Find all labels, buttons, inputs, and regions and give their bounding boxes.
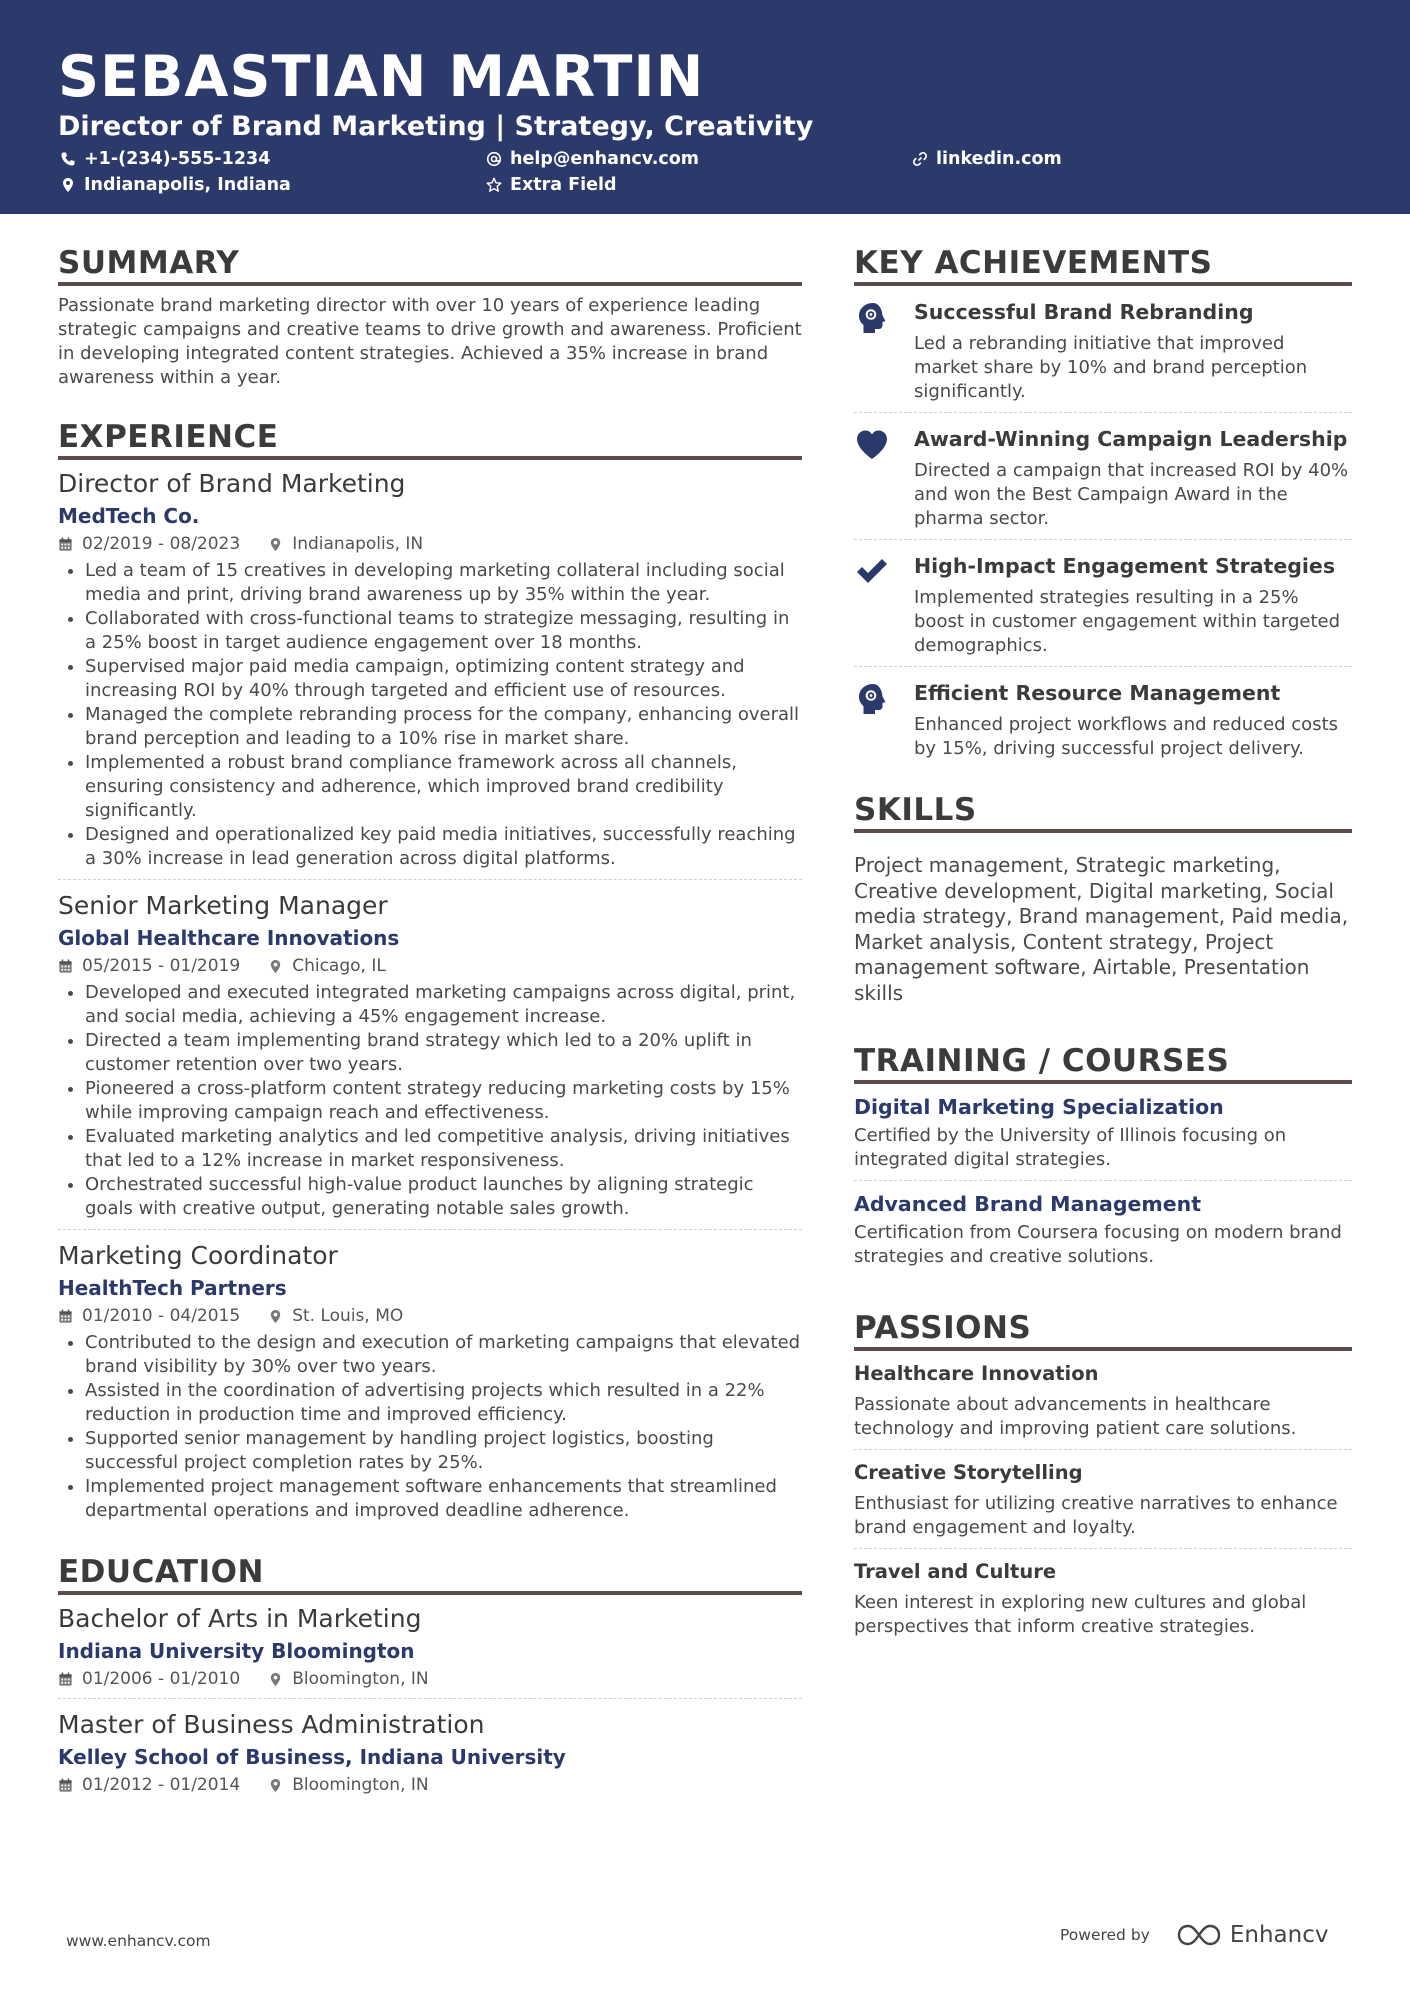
resume-header <box>0 0 1410 214</box>
achievement-desc: Directed a campaign that increased ROI by 40% and won the Best Campaign Award in the pharma sector. <box>914 460 1349 529</box>
contact-website[interactable] <box>912 148 1062 170</box>
skills-list: Project management, Strategic marketing, Creative development, Digital marketing, Social media strategy, Brand management, Paid media, Market analysis, Content strategy, Project management software, Airtable, Presentation skills <box>854 853 1349 1005</box>
course-title: Advanced Brand Management <box>854 1192 1202 1216</box>
brand-name: Enhancv <box>1229 1922 1329 1948</box>
location-pin-icon <box>268 537 283 552</box>
education-dates: 01/2012 - 01/2014 <box>82 1775 241 1795</box>
job-role: Director of Brand Marketing <box>58 469 406 498</box>
head-icon <box>854 300 890 336</box>
job-dates: 01/2010 - 04/2015 <box>82 1306 241 1326</box>
job-bullet: • Supported senior management by handling project logistics, boosting successful project completion rates by 25%. <box>85 1427 802 1475</box>
experience-item <box>58 1240 802 1531</box>
training-section <box>854 1042 1352 1277</box>
course-desc: Certification from Coursera focusing on modern brand strategies and creative solutions. <box>854 1222 1342 1267</box>
phone-text: +1-(234)-555-1234 <box>84 149 271 169</box>
achievement-title: Award-Winning Campaign Leadership <box>914 427 1348 451</box>
location-text: Indianapolis, Indiana <box>84 175 291 195</box>
footer-website[interactable]: www.enhancv.com <box>66 1932 211 1950</box>
calendar-icon <box>58 1778 73 1793</box>
passion-desc: Enthusiast for utilizing creative narratives to enhance brand engagement and loyalty. <box>854 1493 1338 1538</box>
job-location: Indianapolis, IN <box>292 534 424 554</box>
job-bullet: • Orchestrated successful high-value product launches by aligning strategic goals with creative output, generating notable sales growth. <box>85 1173 802 1221</box>
education-section <box>58 1553 802 1804</box>
contact-extra <box>486 174 617 196</box>
achievements-title: KEY ACHIEVEMENTS <box>854 244 1352 286</box>
enhancv-logo-icon <box>1176 1922 1222 1948</box>
job-bullet: • Developed and executed integrated marketing campaigns across digital, print, and social media, achieving a 45% engagement increase. <box>85 981 802 1029</box>
job-bullet: • Contributed to the design and execution of marketing campaigns that elevated brand visibility by 30% over two years. <box>85 1331 802 1379</box>
at-icon <box>486 151 502 167</box>
job-bullet: • Directed a team implementing brand strategy which led to a 20% uplift in customer retention over two years. <box>85 1029 802 1077</box>
brand-logo[interactable] <box>1176 1922 1329 1948</box>
passion-item <box>854 1351 1352 1450</box>
experience-item <box>58 468 802 880</box>
job-bullet: • Collaborated with cross-functional teams to strategize messaging, resulting in a 25% boost in target audience engagement over 18 months. <box>85 607 802 655</box>
education-location: Bloomington, IN <box>292 1775 429 1795</box>
education-meta <box>58 1668 802 1690</box>
achievement-item <box>854 667 1352 769</box>
job-meta <box>58 533 802 555</box>
contact-email[interactable] <box>486 148 699 170</box>
education-school: Indiana University Bloomington <box>58 1639 415 1663</box>
experience-title: EXPERIENCE <box>58 418 802 460</box>
education-location: Bloomington, IN <box>292 1669 429 1689</box>
education-degree: Bachelor of Arts in Marketing <box>58 1604 422 1633</box>
job-company: Global Healthcare Innovations <box>58 926 400 950</box>
education-title: EDUCATION <box>58 1553 802 1595</box>
achievement-desc: Led a rebranding initiative that improved market share by 10% and brand perception significantly. <box>914 333 1308 402</box>
job-location: Chicago, IL <box>292 956 386 976</box>
job-bullet: • Implemented project management software enhancements that streamlined departmental operations and improved deadline adherence. <box>85 1475 802 1523</box>
location-pin-icon <box>60 177 76 193</box>
education-item <box>58 1603 802 1699</box>
passions-title: PASSIONS <box>854 1309 1352 1351</box>
job-bullet: • Managed the complete rebranding process for the company, enhancing overall brand perception and leading to a 10% rise in market share. <box>85 703 802 751</box>
course-desc: Certified by the University of Illinois focusing on integrated digital strategies. <box>854 1125 1287 1170</box>
job-role: Senior Marketing Manager <box>58 891 388 920</box>
job-bullets <box>58 559 802 871</box>
right-column <box>854 244 1352 1647</box>
job-bullet: • Supervised major paid media campaign, optimizing content strategy and increasing ROI by 40% through targeted and efficient use of resources. <box>85 655 802 703</box>
achievement-title: Successful Brand Rebranding <box>914 300 1254 324</box>
check-icon <box>854 554 890 590</box>
passion-desc: Keen interest in exploring new cultures and global perspectives that inform creative strategies. <box>854 1592 1307 1637</box>
summary-text: Passionate brand marketing director with over 10 years of experience leading strategic campaigns and creative teams to drive growth and awareness. Proficient in developing integrated content strategies. Achieved a 35% increase in brand awareness within a year. <box>58 295 802 388</box>
education-degree: Master of Business Administration <box>58 1710 485 1739</box>
summary-title: SUMMARY <box>58 244 802 286</box>
location-pin-icon <box>268 1309 283 1324</box>
education-meta <box>58 1774 802 1796</box>
calendar-icon <box>58 537 73 552</box>
calendar-icon <box>58 959 73 974</box>
head-icon <box>854 681 890 717</box>
job-location: St. Louis, MO <box>292 1306 404 1326</box>
job-meta <box>58 1305 802 1327</box>
skills-title: SKILLS <box>854 791 1352 833</box>
skills-section <box>854 791 1352 1006</box>
link-icon <box>912 151 928 167</box>
job-dates: 05/2015 - 01/2019 <box>82 956 241 976</box>
powered-by-text: Powered by <box>1060 1926 1150 1944</box>
job-bullet: • Designed and operationalized key paid media initiatives, successfully reaching a 30% increase in lead generation across digital platforms. <box>85 823 802 871</box>
job-bullet: • Led a team of 15 creatives in developing marketing collateral including social media and print, driving brand awareness up by 35% within the year. <box>85 559 802 607</box>
left-column <box>58 244 802 1814</box>
location-pin-icon <box>268 1778 283 1793</box>
passion-item <box>854 1450 1352 1549</box>
summary-section <box>58 244 802 390</box>
job-bullet: • Evaluated marketing analytics and led competitive analysis, driving initiatives that led to a 12% increase in market responsiveness. <box>85 1125 802 1173</box>
passion-title: Travel and Culture <box>854 1560 1057 1583</box>
achievement-item <box>854 286 1352 413</box>
achievement-item <box>854 540 1352 667</box>
job-role: Marketing Coordinator <box>58 1241 338 1270</box>
job-meta <box>58 955 802 977</box>
email-text: help@enhancv.com <box>510 149 700 169</box>
passion-desc: Passionate about advancements in healthcare technology and improving patient care solutions. <box>854 1394 1297 1439</box>
heart-icon <box>854 427 890 463</box>
location-pin-icon <box>268 1672 283 1687</box>
achievement-item <box>854 413 1352 540</box>
job-company: HealthTech Partners <box>58 1276 287 1300</box>
achievement-title: High-Impact Engagement Strategies <box>914 554 1336 578</box>
education-school: Kelley School of Business, Indiana University <box>58 1745 566 1769</box>
contact-phone[interactable] <box>60 148 270 170</box>
passion-item <box>854 1549 1352 1647</box>
experience-item <box>58 890 802 1230</box>
passion-title: Healthcare Innovation <box>854 1362 1099 1385</box>
footer-branding <box>1060 1922 1328 1948</box>
passion-title: Creative Storytelling <box>854 1461 1083 1484</box>
location-pin-icon <box>268 959 283 974</box>
course-item <box>854 1181 1352 1277</box>
star-icon <box>486 177 502 193</box>
passions-section <box>854 1309 1352 1647</box>
course-item <box>854 1084 1352 1181</box>
education-item <box>58 1709 802 1804</box>
education-dates: 01/2006 - 01/2010 <box>82 1669 241 1689</box>
phone-icon <box>60 151 76 167</box>
candidate-name: SEBASTIAN MARTIN <box>58 44 705 110</box>
experience-section <box>58 418 802 1531</box>
extra-field-text: Extra Field <box>510 175 617 195</box>
job-bullets <box>58 1331 802 1523</box>
job-bullet: • Implemented a robust brand compliance framework across all channels, ensuring consistency and adherence, which improved brand credibility significantly. <box>85 751 802 823</box>
website-text: linkedin.com <box>936 149 1062 169</box>
candidate-headline: Director of Brand Marketing | Strategy, Creativity <box>58 111 814 142</box>
achievements-section <box>854 244 1352 769</box>
achievement-desc: Enhanced project workflows and reduced costs by 15%, driving successful project delivery. <box>914 714 1339 759</box>
calendar-icon <box>58 1672 73 1687</box>
achievement-desc: Implemented strategies resulting in a 25% boost in customer engagement within targeted demographics. <box>914 587 1341 656</box>
job-dates: 02/2019 - 08/2023 <box>82 534 241 554</box>
job-bullet: • Pioneered a cross-platform content strategy reducing marketing costs by 15% while improving campaign reach and effectiveness. <box>85 1077 802 1125</box>
job-bullet: • Assisted in the coordination of advertising projects which resulted in a 22% reduction in production time and improved efficiency. <box>85 1379 802 1427</box>
achievement-title: Efficient Resource Management <box>914 681 1281 705</box>
calendar-icon <box>58 1309 73 1324</box>
job-company: MedTech Co. <box>58 504 200 528</box>
training-title: TRAINING / COURSES <box>854 1042 1352 1084</box>
contact-location <box>60 174 291 196</box>
course-title: Digital Marketing Specialization <box>854 1095 1224 1119</box>
job-bullets <box>58 981 802 1221</box>
